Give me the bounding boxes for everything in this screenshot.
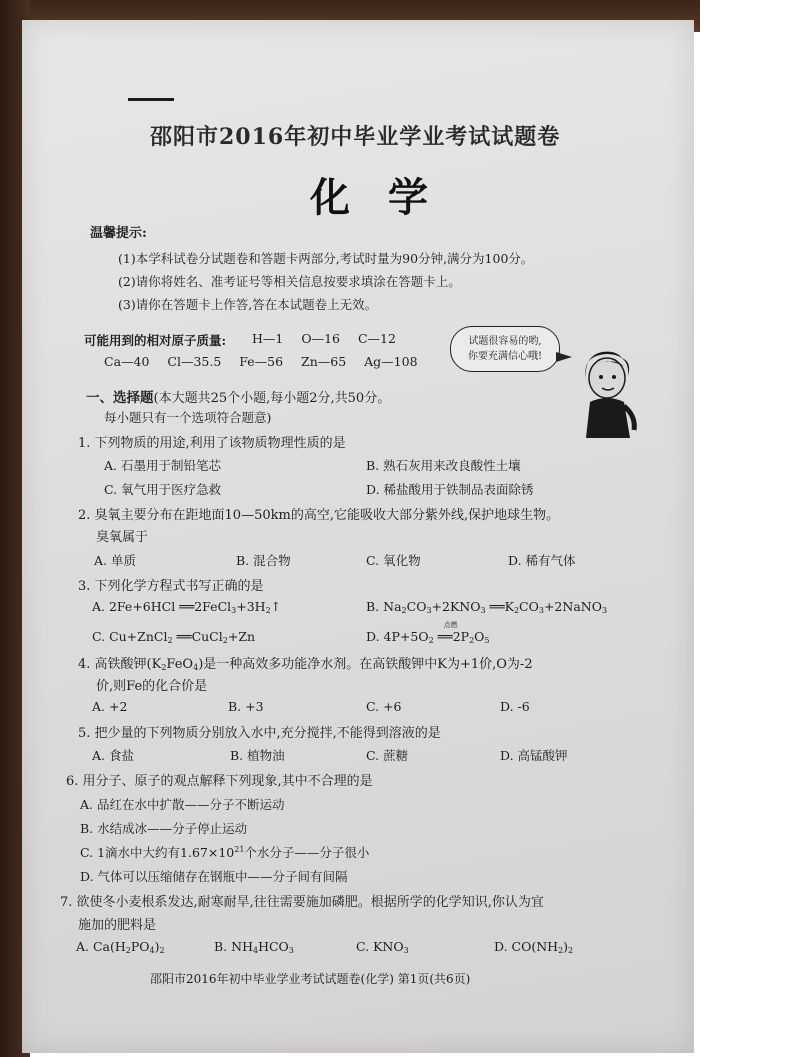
answer-option: C. 蔗糖 — [366, 748, 409, 763]
question-stem-part: 4. 高铁酸钾(K — [78, 657, 162, 672]
option-text: 个水分子——分子很小 — [244, 845, 370, 860]
cartoon-student-illustration — [572, 350, 642, 440]
answer-option: B. $Na_2CO_3+2KNO_3$ $══K_2CO_3+2NaNO_3$ — [366, 599, 608, 615]
subject-title: 化学 — [310, 174, 466, 221]
question-stem: 2. 臭氧主要分布在距地面10—50km的高空,它能吸收大部分紫外线,保护地球生物。 — [78, 508, 560, 523]
answer-option: C. Cu+ZnCl$_2$ ══CuCl$_2$+Zn — [92, 629, 256, 645]
question-stem: 6. 用分子、原子的观点解释下列现象,其中不合理的是 — [66, 774, 373, 789]
answer-option: A. 2Fe+6HCl $══2FeCl_3+3H_2↑$ — [92, 599, 282, 615]
pen-mark — [128, 98, 174, 101]
answer-option: D. 稀有气体 — [508, 553, 576, 568]
option-exponent: 21 — [234, 844, 245, 854]
answer-option: B. 混合物 — [236, 553, 291, 568]
reaction-condition: 点燃 — [443, 621, 458, 629]
answer-option: D. 高锰酸钾 — [500, 748, 568, 763]
answer-option: D. $4P+5O_2$ 点燃 $══2P_2O_5$ — [366, 621, 490, 645]
answer-option: A. 品红在水中扩散——分子不断运动 — [80, 797, 285, 812]
atomic-mass-label: 可能用到的相对原子质量: — [84, 333, 227, 348]
answer-option: D. -6 — [500, 699, 530, 714]
answer-option: B. $NH_4HCO_3$ — [214, 939, 294, 955]
answer-option: B. +3 — [228, 699, 264, 714]
section-note: (本大题共25个小题,每小题2分,共50分。 — [153, 391, 391, 406]
answer-option: D. 气体可以压缩储存在钢瓶中——分子间有间隔 — [80, 869, 348, 884]
tip-item: (2)请你将姓名、准考证号等相关信息按要求填涂在答题卡上。 — [118, 274, 461, 289]
answer-option: A. $Ca(H_2PO_4)_2$ — [76, 939, 165, 955]
atomic-mass-row: H—1 O—16 C—12 — [252, 331, 396, 346]
tip-item: (1)本学科试卷分试题卷和答题卡两部分,考试时量为90分钟,满分为100分。 — [118, 251, 534, 266]
page-footer: 邵阳市2016年初中毕业学业考试试题卷(化学) 第1页(共6页) — [150, 972, 471, 986]
answer-option: C. 氧气用于医疗急救 — [104, 482, 222, 497]
answer-option: A. 食盐 — [92, 748, 134, 763]
question-stem: 1. 下列物质的用途,利用了该物质物理性质的是 — [78, 436, 346, 451]
question-stem-part: )是一种高效多功能净水剂。在高铁酸钾中K为+1价,O为-2 — [198, 657, 533, 672]
answer-option: D. 稀盐酸用于铁制品表面除锈 — [366, 482, 534, 497]
answer-option: A. +2 — [92, 699, 128, 714]
speech-bubble-tail — [556, 352, 572, 362]
speech-bubble-line: 试题很容易的哟, — [468, 336, 542, 347]
option-text: C. 1滴水中大约有1.67×10 — [80, 845, 235, 860]
question-stem: 3. 下列化学方程式书写正确的是 — [78, 579, 264, 594]
answer-option: C. +6 — [366, 699, 402, 714]
section-heading — [86, 386, 390, 406]
question-stem-continued: 臭氧属于 — [96, 530, 149, 545]
tip-item: (3)请你在答题卡上作答,答在本试题卷上无效。 — [118, 297, 378, 312]
section-note-line: 每小题只有一个选项符合题意) — [104, 410, 272, 425]
question-stem: 4. 高铁酸钾$(K_2FeO_4)$是一种高效多功能净水剂。在高铁酸钾中K为+1价,O为-2 — [78, 657, 533, 672]
tips-label: 温馨提示: — [90, 226, 147, 241]
answer-option: A. 单质 — [94, 553, 136, 568]
answer-option: C. $KNO_3$ — [356, 939, 409, 955]
atomic-mass-row: Ca—40 Cl—35.5 Fe—56 Zn—65 Ag—108 — [104, 354, 418, 369]
answer-option: B. 水结成冰——分子停止运动 — [80, 821, 248, 836]
question-stem: 5. 把少量的下列物质分别放入水中,充分搅拌,不能得到溶液的是 — [78, 726, 441, 741]
speech-bubble-line: 你要充满信心哦! — [467, 351, 543, 362]
answer-option — [80, 843, 369, 861]
answer-option: B. 熟石灰用来改良酸性土壤 — [366, 458, 521, 473]
question-stem-continued: 价,则Fe的化合价是 — [96, 679, 208, 694]
answer-option: A. 石墨用于制铅笔芯 — [104, 458, 221, 473]
question-stem-continued: 施加的肥料是 — [78, 918, 157, 933]
exam-title: 邵阳市2016年初中毕业学业考试试题卷 — [150, 124, 561, 150]
section-title: 一、选择题 — [86, 390, 154, 406]
speech-bubble — [450, 326, 560, 372]
answer-option: B. 植物油 — [230, 748, 285, 763]
answer-option: C. 氧化物 — [366, 553, 421, 568]
question-stem: 7. 欲使冬小麦根系发达,耐寒耐旱,往往需要施加磷肥。根据所学的化学知识,你认为宜 — [60, 895, 544, 910]
answer-option: D. $CO(NH_2)_2$ — [494, 939, 574, 955]
